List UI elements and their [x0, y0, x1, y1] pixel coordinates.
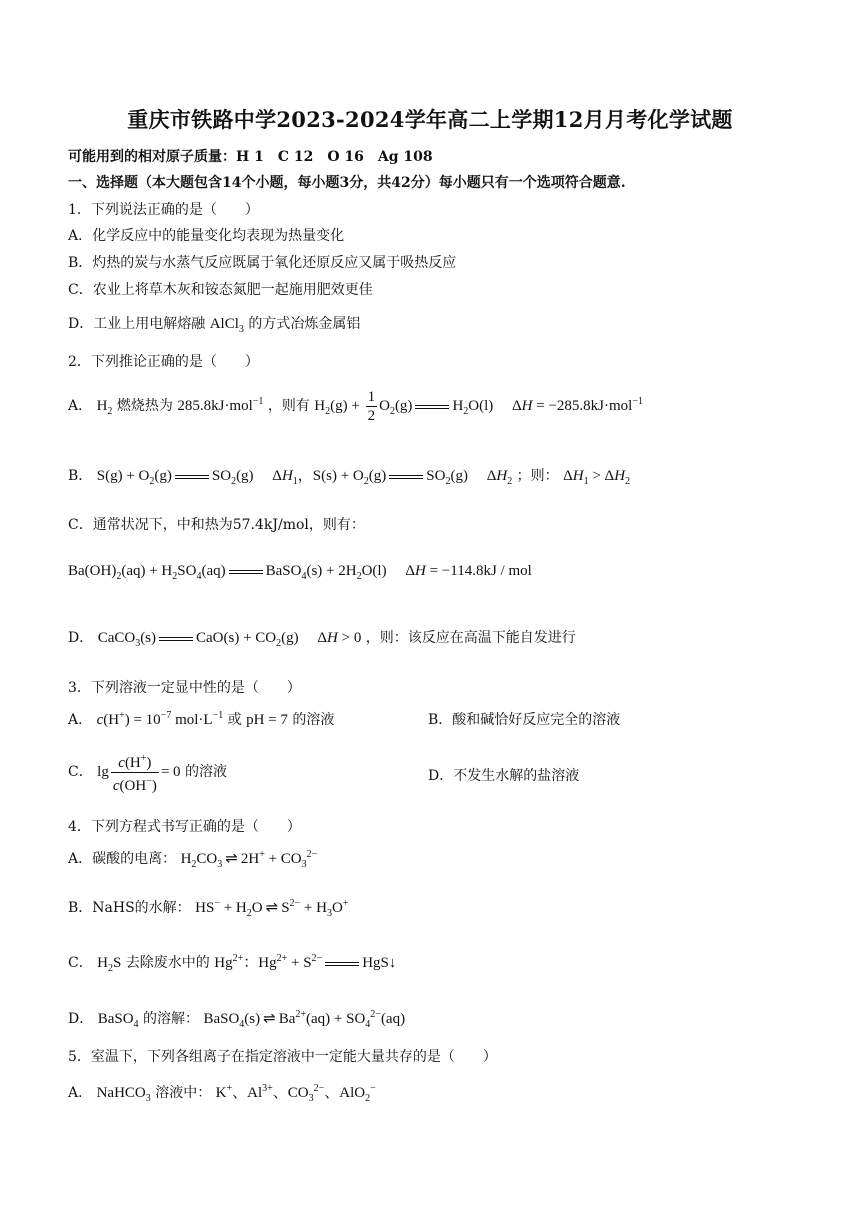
question-2-option-b [68, 464, 630, 487]
question-2-stem: 2．下列推论正确的是（ ） [68, 354, 259, 370]
question-4-option-b [68, 897, 348, 919]
q5-a-nahco3: NaHCO$_3$ [96, 1085, 151, 1104]
q2-a-value: 285.8kJ·mol$^{-1}$ [177, 395, 264, 414]
q4-a-pre: A．碳酸的电离： [68, 851, 177, 867]
q2-b-pre: B． [68, 468, 93, 484]
q3-a-mid: 或 [227, 712, 242, 728]
q3-c-formula: lg $\frac{c(H^+)}{c(OH^-)}$ = 0 [97, 764, 180, 780]
q2-d-equation: CaCO$_3$(s) $CaO(s) + CO_2(g)$ ΔH > 0 [97, 630, 362, 649]
question-2-option-d [68, 626, 576, 649]
question-5-stem: 5．室温下，下列各组离子在指定溶液中一定能大量共存的是（ ） [68, 1049, 497, 1065]
q1-d-pre: D．工业上用电解熔融 [68, 316, 206, 332]
question-3-option-b: B．酸和碱恰好反应完全的溶液 [428, 712, 621, 728]
q2-a-pre: A． [68, 397, 93, 414]
question-5-option-a [68, 1081, 376, 1104]
q1-d-post: 的方式冶炼金属铝 [248, 316, 361, 332]
q3-a-formula: $c(H^+) = 10^{-7}$ $mol\cdot L^{-1}$ [96, 710, 224, 728]
question-2-option-a [68, 388, 643, 425]
section-heading: 一、选择题（本大题包含14个小题，每小题3分，共42分）每小题只有一个选项符合题意. [68, 175, 626, 191]
question-1-option-d [68, 313, 360, 335]
q2-c-equation: $Ba(OH)_2(aq) + H_2SO_4(aq)$ BaSO$_4$(s) + $2H_2O(l)$ ΔH = −114.8kJ / mol [68, 563, 532, 582]
q4-a-equation: $H_2CO_3$ ⇌ $2H^+ + CO_3^{2-}$ [180, 849, 318, 870]
question-1-option-c: C．农业上将草木灰和铵态氮肥一起施用肥效更佳 [68, 282, 373, 298]
q2-a-mid: 燃烧热为 [116, 397, 173, 414]
page-title: 重庆市铁路中学2023-2024学年高二上学期12月月考化学试题 [127, 107, 733, 132]
q2-b-equation-1: $S(g) + O_2(g)$ $SO_2(g)$ $\Delta H_1$，$S(s) + O_2(g)$ $SO_2(g)$ $\Delta H_2$ [96, 468, 513, 487]
q4-b-equation: $HS^- + H_2O$ ⇌ $S^{2-} + H_3O^+$ [195, 898, 349, 919]
question-3-option-a [68, 709, 334, 729]
q3-a-pre: A． [68, 712, 93, 728]
question-1-option-a: A．化学反应中的能量变化均表现为热量变化 [68, 228, 345, 244]
q2-b-then: ；则： [516, 468, 559, 484]
question-4-option-c [68, 951, 396, 974]
q4-c-mid: 去除废水中的 [125, 955, 210, 971]
q2-a-formula-h2: $H_2$ [96, 397, 113, 417]
q4-d-baso4: BaSO$_4$ [97, 1011, 139, 1030]
question-4-option-d [68, 1008, 405, 1030]
question-2-option-c-equation [68, 559, 532, 582]
question-2-option-c: C．通常状况下，中和热为57.4kJ/mol，则有： [68, 517, 365, 533]
q3-a-ph: pH = 7 [246, 712, 288, 728]
question-4-option-a [68, 848, 317, 870]
question-3-stem: 3．下列溶液一定显中性的是（ ） [68, 680, 301, 696]
q4-b-pre: B．NaHS的水解： [68, 900, 191, 916]
q4-c-h2s: $H_2S$ [97, 955, 122, 974]
q2-d-post: ，则：该反应在高温下能自发进行 [365, 630, 576, 646]
q4-d-mid: 的溶解： [142, 1011, 199, 1027]
question-1-stem: 1．下列说法正确的是（ ） [68, 202, 259, 218]
q4-c-equation: $Hg^{2+}$：$Hg^{2+} + S^{2-}$ HgS↓ [214, 953, 397, 971]
q2-a-mid2: ，则有 [267, 397, 310, 414]
question-1-option-b: B．灼热的炭与水蒸气反应既属于氧化还原反应又属于吸热反应 [68, 255, 457, 271]
q2-b-relation: $\Delta H_1 > \Delta H_2$ [563, 468, 631, 487]
question-4-stem: 4．下列方程式书写正确的是（ ） [68, 819, 301, 835]
question-3-option-c [68, 750, 227, 795]
q1-d-formula: AlCl$_3$ [209, 316, 244, 335]
q2-d-pre: D． [68, 630, 94, 646]
q4-d-pre: D． [68, 1011, 94, 1027]
q5-a-ions: K+、$Al^{3+}$、$CO_3^{2-}$、AlO$_2$− [215, 1083, 376, 1104]
atomic-mass-line: 可能用到的相对原子质量：H 1 C 12 O 16 Ag 108 [68, 149, 433, 165]
q4-c-pre: C． [68, 955, 93, 971]
q2-a-equation: $H_2(g)$ + $\frac{1}{2}$ $O_2(g)$ $H_2O(l)$ ΔH = −285.8kJ·mol$^{-1}$ [314, 389, 643, 424]
q4-d-equation: BaSO$_4$(s) ⇌ $Ba^{2+}(aq) + SO_4^{2-}(aq)$ [203, 1009, 406, 1030]
q3-c-pre: C． [68, 763, 93, 780]
q3-a-post: 的溶液 [292, 712, 335, 728]
q5-a-pre: A． [68, 1085, 93, 1101]
q5-a-mid: 溶液中： [155, 1085, 212, 1101]
question-3-option-d: D．不发生水解的盐溶液 [428, 768, 580, 784]
q3-c-post: 的溶液 [185, 763, 227, 780]
